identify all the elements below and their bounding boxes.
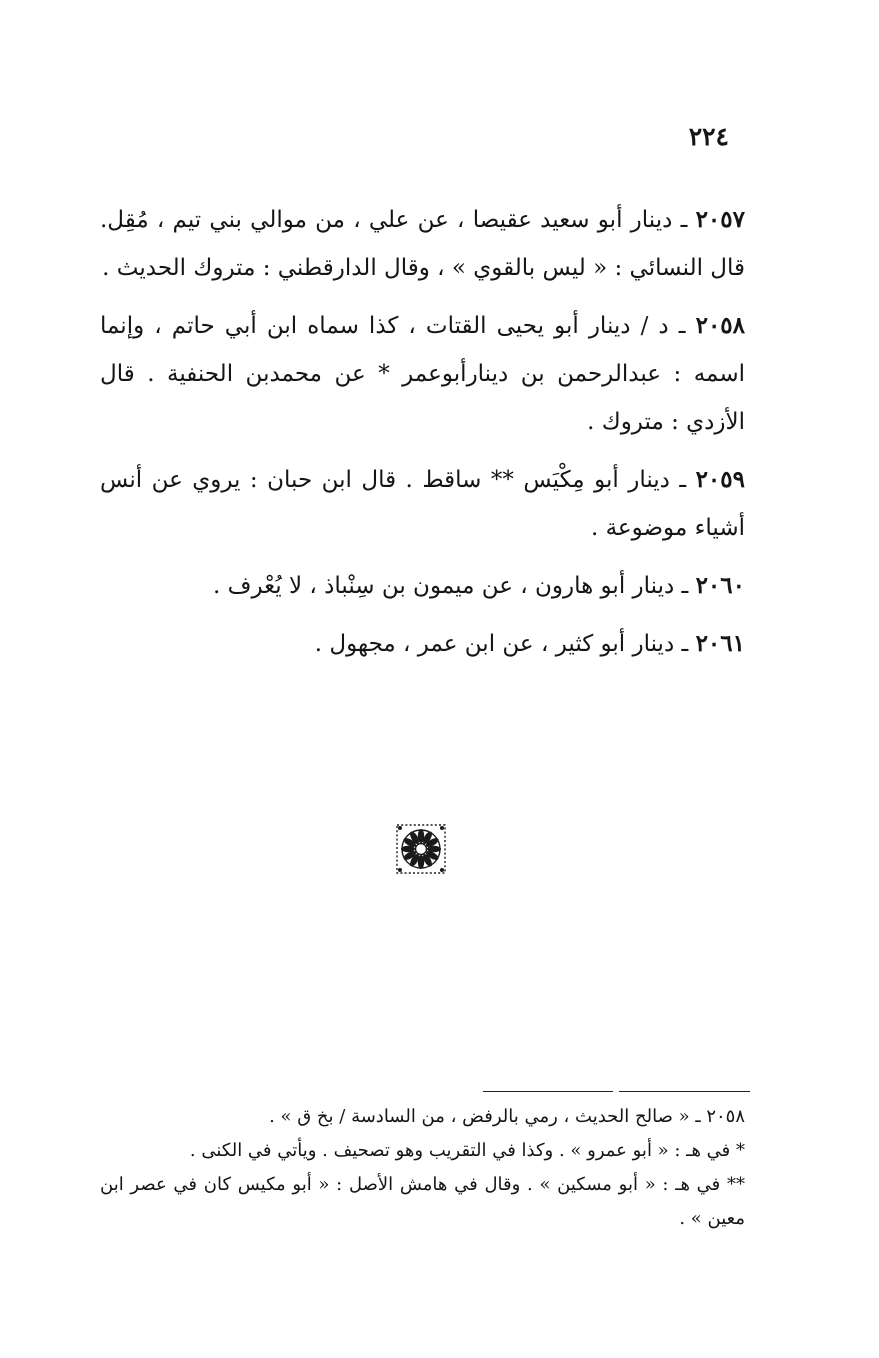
footnote-divider-left xyxy=(483,1091,613,1092)
entry-number: ٢٠٦١ xyxy=(695,630,745,657)
entry-number: ٢٠٥٨ xyxy=(695,312,746,339)
footnote-star: * في هـ : « أبو عمرو » . وكذا في التقريب وهو تصحيف . ويأتي في الكنى . xyxy=(189,1140,745,1161)
rosette-ornament-icon xyxy=(394,822,448,876)
entry-text: ـ دينار أبو هارون ، عن ميمون بن سِنْباذ ، لا يُعْرف . xyxy=(213,573,689,599)
entry-text: ـ دينار أبو مِكْيَس ** ساقط . قال ابن حبان : يروي عن أنس أشياء موضوعة . xyxy=(100,467,745,541)
entry-number: ٢٠٥٧ xyxy=(695,206,745,233)
entry-number: ٢٠٥٩ xyxy=(695,466,745,493)
entry-number: ٢٠٦٠ xyxy=(695,572,745,599)
entry-2058 xyxy=(100,302,745,446)
entry-2060 xyxy=(100,562,745,610)
entries-list xyxy=(100,196,745,678)
entry-text: ـ دينار أبو سعيد عقيصا ، عن علي ، من موالي بني تيم ، مُقِل. قال النسائي : « ليس بالقوي » ، وقال الدارقطني : متروك الحديث . xyxy=(100,207,745,281)
entry-2061 xyxy=(100,620,745,668)
footnote-divider-right xyxy=(619,1091,750,1092)
footnotes xyxy=(100,1100,745,1236)
entry-text: ـ د / دينار أبو يحيى القتات ، كذا سماه ابن أبي حاتم ، وإنما اسمه : عبدالرحمن بن دينارأبوعمر * عن محمدبن الحنفية . قال الأزدي : متروك . xyxy=(100,313,745,435)
footnote-2058: ٢٠٥٨ ـ « صالح الحديث ، رمي بالرفض ، من السادسة / بخ ق » . xyxy=(269,1106,745,1127)
entry-text: ـ دينار أبو كثير ، عن ابن عمر ، مجهول . xyxy=(314,631,689,657)
page-number: ٢٢٤ xyxy=(688,122,729,151)
footnote-double-star: ** في هـ : « أبو مسكين » . وقال في هامش الأصل : « أبو مكيس كان في عصر ابن معين » . xyxy=(100,1174,745,1229)
entry-2059 xyxy=(100,456,745,552)
entry-2057 xyxy=(100,196,745,292)
